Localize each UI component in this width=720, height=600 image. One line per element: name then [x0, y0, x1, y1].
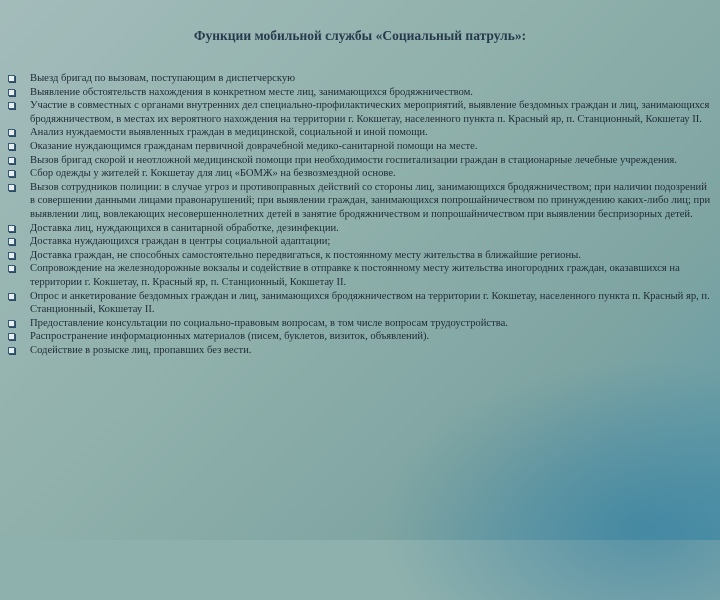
list-item — [8, 317, 714, 331]
checkbox-bullet-icon — [8, 143, 15, 150]
list-item — [8, 72, 714, 86]
list-item — [8, 126, 714, 140]
checkbox-bullet-icon — [8, 89, 15, 96]
list-item — [8, 86, 714, 100]
list-item-text: Участие в совместных с органами внутренних дел специально-профилактических мероприятий, выявление бездомных граждан и лиц, занимающихся бродяжничеством, в местах их вероятного нахождения на территории г. Кокшетау, населенного пункта п. Красный яр, п. Станционный, Кокшетау II. — [30, 100, 710, 125]
list-item-text: Выявление обстоятельств нахождения в конкретном месте лиц, занимающихся бродяжничеством. — [30, 86, 473, 98]
list-item — [8, 181, 714, 222]
checkbox-bullet-icon — [8, 129, 15, 136]
list-item — [8, 290, 714, 317]
list-item-text: Анализ нуждаемости выявленных граждан в медицинской, социальной и иной помощи. — [30, 127, 428, 139]
list-item-text: Распространение информационных материалов (писем, буклетов, визиток, объявлений). — [30, 331, 430, 343]
checkbox-bullet-icon — [8, 238, 15, 245]
list-item — [8, 154, 714, 168]
list-item — [8, 235, 714, 249]
list-item — [8, 330, 714, 344]
corner-glow — [380, 360, 720, 600]
checkbox-bullet-icon — [8, 157, 15, 164]
list-item — [8, 249, 714, 263]
list-item — [8, 222, 714, 236]
list-item — [8, 262, 714, 289]
list-item-text: Сбор одежды у жителей г. Кокшетау для лиц «БОМЖ» на безвозмездной основе. — [30, 168, 396, 180]
list-item — [8, 99, 714, 126]
list-item-text: Выезд бригад по вызовам, поступающим в диспетчерскую — [30, 73, 296, 84]
list-item-text: Вызов бригад скорой и неотложной медицинской помощи при необходимости госпитализации граждан в стационарные лечебные учреждения. — [30, 154, 677, 166]
functions-list — [8, 72, 714, 357]
list-item-text: Доставка граждан, не способных самостоятельно передвигаться, к постоянному месту жительства в ближайшие регионы. — [30, 249, 581, 261]
list-item — [8, 344, 714, 358]
list-item-text: Опрос и анкетирование бездомных граждан и лиц, занимающихся бродяжничеством на территории г. Кокшетау, населенного пункта п. Красный яр, п. Станционный, Кокшетау II. — [30, 290, 710, 316]
checkbox-bullet-icon — [8, 225, 15, 232]
list-item — [8, 167, 714, 181]
checkbox-bullet-icon — [8, 320, 15, 327]
checkbox-bullet-icon — [8, 184, 15, 191]
list-item-text: Предоставление консультации по социально-правовым вопросам, в том числе вопросам трудоустройства. — [30, 317, 508, 329]
list-item — [8, 140, 714, 154]
checkbox-bullet-icon — [8, 75, 15, 82]
checkbox-bullet-icon — [8, 102, 15, 109]
checkbox-bullet-icon — [8, 252, 15, 259]
slide-title: Функции мобильной службы «Социальный патруль»: — [193, 28, 527, 43]
checkbox-bullet-icon — [8, 265, 15, 272]
checkbox-bullet-icon — [8, 333, 15, 340]
list-item-text: Доставка лиц, нуждающихся в санитарной обработке, дезинфекции. — [30, 222, 339, 234]
checkbox-bullet-icon — [8, 293, 15, 300]
list-item-text: Содействие в розыске лиц, пропавших без вести. — [30, 344, 252, 356]
checkbox-bullet-icon — [8, 170, 15, 177]
list-item-text: Сопровождение на железнодорожные вокзалы и содействие в отправке к постоянному месту жительства иногородних граждан, оказавшихся на территории г. Кокшетау, п. Красный яр, п. Станционный, Кокшетау II. — [30, 263, 680, 288]
list-item-text: Вызов сотрудников полиции: в случае угроз и противоправных действий со стороны лиц, занимающихся бродяжничеством; при наличии подозрений в совершении данными лицами правонарушений; при выявлении граждан, занимающихся попрошайничеством по принуждению каких-либо лиц; при выявлении лиц, вовлекающих несовершеннолетних детей в занятие бродяжничеством и попрошайничеством при выявлении беспризорных детей. — [30, 181, 711, 220]
list-item-text: Доставка нуждающихся граждан в центры социальной адаптации; — [30, 236, 331, 248]
checkbox-bullet-icon — [8, 347, 15, 354]
list-item-text: Оказание нуждающимся гражданам первичной доврачебной медико-санитарной помощи на месте. — [30, 140, 478, 152]
